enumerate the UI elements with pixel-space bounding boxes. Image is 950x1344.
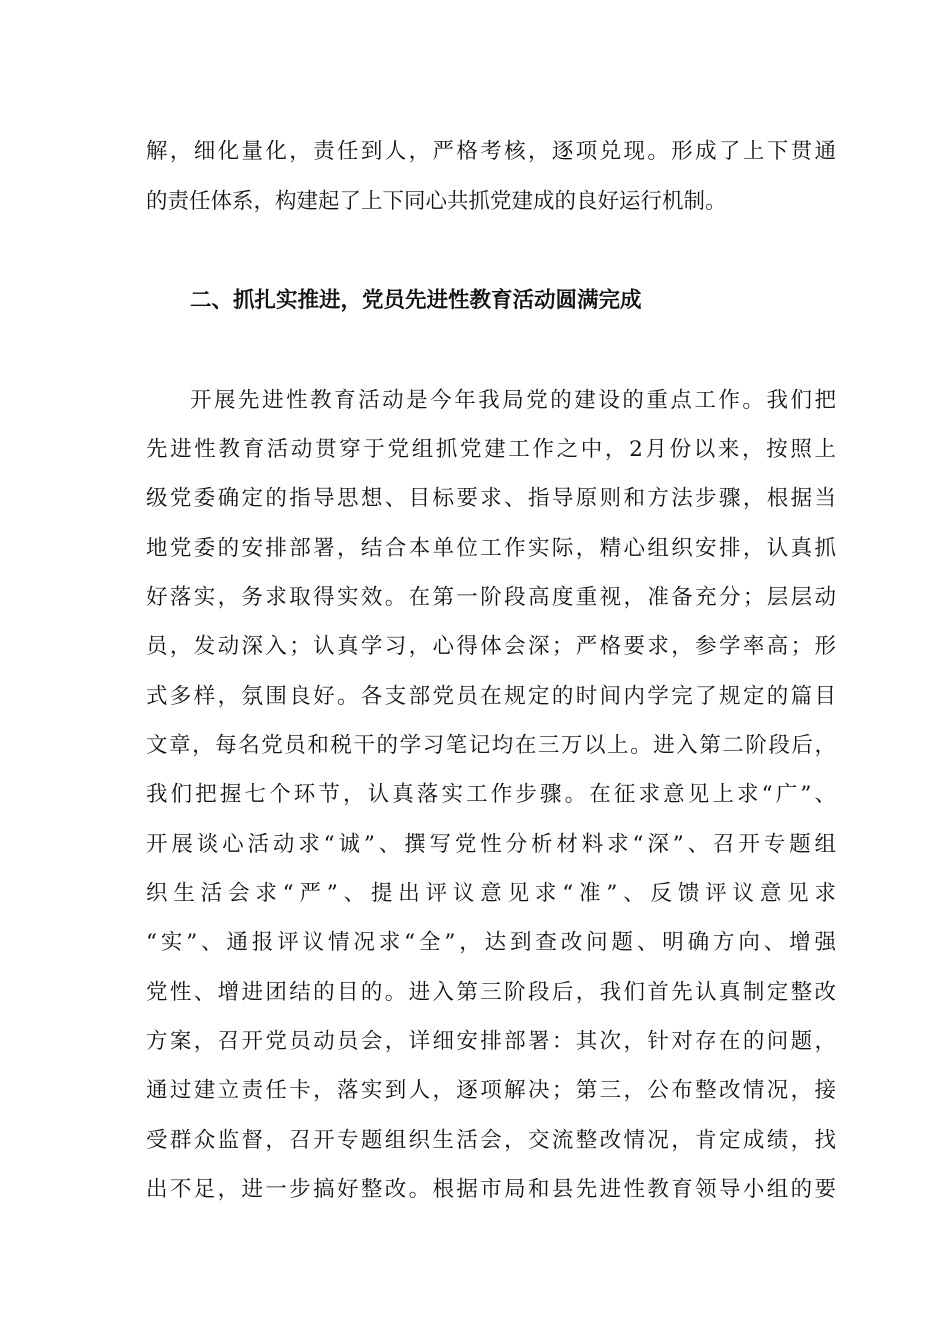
paragraph-line: 方案，召开党员动员会，详细安排部署：其次，针对存在的问题， <box>146 1029 836 1054</box>
paragraph-line: 开展谈心活动求“诚”、撰写党性分析材料求“深”、召开专题组 <box>146 832 836 857</box>
paragraph-line: 员，发动深入；认真学习，心得体会深；严格要求，参学率高；形 <box>146 634 836 659</box>
paragraph-line: 受群众监督，召开专题组织生活会，交流整改情况，肯定成绩，找 <box>146 1128 836 1153</box>
paragraph-line: 级党委确定的指导思想、目标要求、指导原则和方法步骤，根据当 <box>146 486 836 511</box>
paragraph-line: 通过建立责任卡，落实到人，逐项解决；第三，公布整改情况，接 <box>146 1078 836 1103</box>
paragraph-line: 开展先进性教育活动是今年我局党的建设的重点工作。我们把 <box>190 388 836 413</box>
paragraph-line: 我们把握七个环节，认真落实工作步骤。在征求意见上求“广”、 <box>146 782 836 807</box>
paragraph-line: 出不足，进一步搞好整改。根据市局和县先进性教育领导小组的要 <box>146 1177 836 1202</box>
paragraph-line: 解，细化量化，责任到人，严格考核，逐项兑现。形成了上下贯通 <box>146 139 836 164</box>
paragraph-line: “实”、通报评议情况求“全”，达到查改问题、明确方向、增强 <box>146 930 836 955</box>
paragraph-line: 织生活会求“严”、提出评议意见求“准”、反馈评议意见求 <box>146 881 836 906</box>
paragraph-line: 好落实，务求取得实效。在第一阶段高度重视，准备充分；层层动 <box>146 585 836 610</box>
paragraph-line: 文章，每名党员和税干的学习笔记均在三万以上。进入第二阶段后， <box>146 733 836 758</box>
paragraph-line: 的责任体系，构建起了上下同心共抓党建成的良好运行机制。 <box>146 189 727 214</box>
paragraph-line: 式多样，氛围良好。各支部党员在规定的时间内学完了规定的篇目 <box>146 684 836 709</box>
paragraph-line: 地党委的安排部署，结合本单位工作实际，精心组织安排，认真抓 <box>146 536 836 561</box>
paragraph-line: 党性、增进团结的目的。进入第三阶段后，我们首先认真制定整改 <box>146 980 836 1005</box>
section-heading: 二、抓扎实推进，党员先进性教育活动圆满完成 <box>190 288 642 313</box>
paragraph-line: 先进性教育活动贯穿于党组抓党建工作之中，2月份以来，按照上 <box>146 437 836 462</box>
